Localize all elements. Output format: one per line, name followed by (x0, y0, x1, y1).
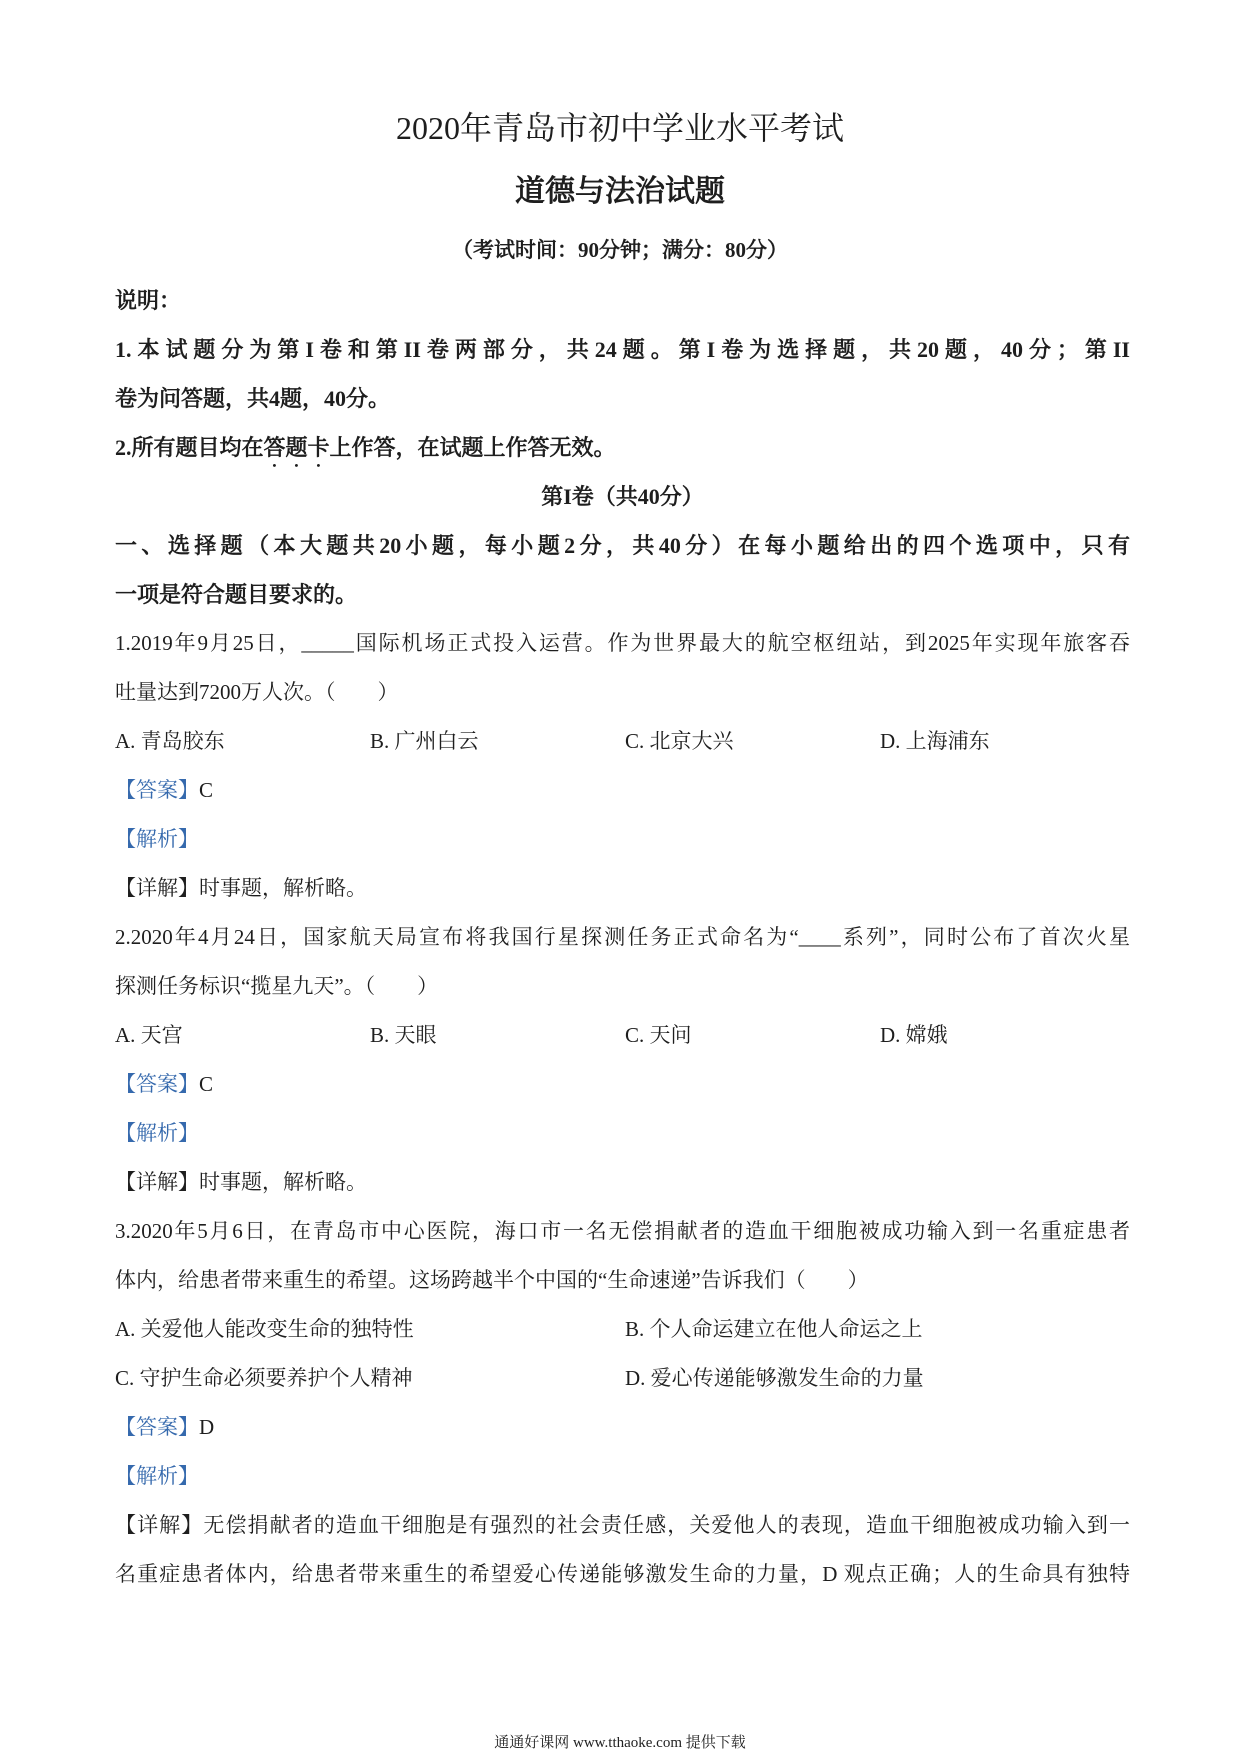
option-d: D. 爱心传递能够激发生命的力量 (625, 1366, 924, 1390)
instruction-item-2 (115, 423, 1130, 472)
exam-title: 2020年青岛市初中学业水平考试 (395, 110, 844, 146)
option-b: B. 个人命运建立在他人命运之上 (625, 1317, 923, 1341)
instruction-item-1-line: 卷为问答题，共4题，40分。 (115, 386, 391, 411)
question-1-line: 吐量达到7200万人次。（ ） (115, 680, 399, 704)
answer-label: 【答案】 (115, 1415, 199, 1439)
question-3-answer (115, 1403, 1130, 1452)
page-footer: 通通好课网 www.tthaoke.com 提供下载 (494, 1735, 746, 1751)
exam-info: （考试时间：90分钟；满分：80分） (452, 238, 788, 262)
question-1-line: 1.2019年9月25日，_____国际机场正式投入运营。作为世界最大的航空枢纽站，到2025年实现年旅客吞 (115, 631, 1130, 655)
instructions-label: 说明： (115, 288, 182, 313)
exam-body (115, 276, 1130, 1599)
option-b: B. 广州白云 (370, 729, 479, 753)
option-c: C. 北京大兴 (625, 729, 734, 753)
answer-value: D (199, 1415, 215, 1439)
question-3-detail-line: 名重症患者体内，给患者带来重生的希望爱心传递能够激发生命的力量，D 观点正确；人的生命具有独特 (115, 1562, 1130, 1586)
option-a: A. 关爱他人能改变生命的独特性 (115, 1317, 414, 1341)
instruction-item-1-line: 1.本试题分为第I卷和第II卷两部分，共24题。第I卷为选择题，共20题，40分；第II (115, 337, 1130, 362)
question-2-analysis-label: 【解析】 (115, 1121, 199, 1145)
detail-text: 时事题，解析略。 (199, 1170, 367, 1194)
section-heading-line: 一项是符合题目要求的。 (115, 582, 358, 607)
question-2-line: 2.2020年4月24日，国家航天局宣布将我国行星探测任务正式命名为“____系列”，同时公布了首次火星 (115, 925, 1130, 949)
question-3-line: 3.2020年5月6日，在青岛市中心医院，海口市一名无偿捐献者的造血干细胞被成功输入到一名重症患者 (115, 1219, 1130, 1243)
option-a: A. 青岛胶东 (115, 729, 225, 753)
detail-text: 时事题，解析略。 (199, 876, 367, 900)
instruction-item-2-emphasis: 答题卡 (263, 435, 330, 460)
detail-label: 【详解】 (115, 876, 199, 900)
question-2-answer (115, 1060, 1130, 1109)
answer-value: C (199, 1072, 214, 1096)
detail-label: 【详解】 (115, 1170, 199, 1194)
question-3-options-row (115, 1305, 1130, 1354)
question-3-detail (115, 1501, 1130, 1550)
section-title: 第I卷（共40分） (541, 484, 704, 509)
question-1-detail (115, 864, 1130, 913)
question-1-answer (115, 766, 1130, 815)
question-2-detail (115, 1158, 1130, 1207)
answer-value: C (199, 778, 214, 802)
exam-subtitle: 道德与法治试题 (515, 175, 725, 208)
question-3-line: 体内，给患者带来重生的希望。这场跨越半个中国的“生命速递”告诉我们（ ） (115, 1268, 869, 1292)
answer-label: 【答案】 (115, 1072, 199, 1096)
detail-text: 无偿捐献者的造血干细胞是有强烈的社会责任感，关爱他人的表现，造血干细胞被成功输入到一 (203, 1513, 1130, 1537)
question-2-options (115, 1011, 1130, 1060)
question-1-options (115, 717, 1130, 766)
question-3-analysis-label: 【解析】 (115, 1464, 199, 1488)
option-d: D. 嫦娥 (880, 1023, 948, 1047)
question-3-options-row (115, 1354, 1130, 1403)
option-b: B. 天眼 (370, 1023, 437, 1047)
option-d: D. 上海浦东 (880, 729, 990, 753)
option-c: C. 天问 (625, 1023, 692, 1047)
detail-label: 【详解】 (115, 1513, 204, 1537)
option-c: C. 守护生命必须要养护个人精神 (115, 1366, 413, 1390)
answer-label: 【答案】 (115, 778, 199, 802)
instruction-item-2-text: 2.所有题目均在 (115, 435, 264, 460)
section-heading-line: 一、选择题（本大题共20小题，每小题2分，共40分）在每小题给出的四个选项中，只有 (115, 533, 1130, 558)
question-1-analysis-label: 【解析】 (115, 827, 199, 851)
option-a: A. 天宫 (115, 1023, 183, 1047)
question-2-line: 探测任务标识“揽星九天”。（ ） (115, 974, 439, 998)
instruction-item-2-text: 上作答，在试题上作答无效。 (329, 435, 616, 460)
